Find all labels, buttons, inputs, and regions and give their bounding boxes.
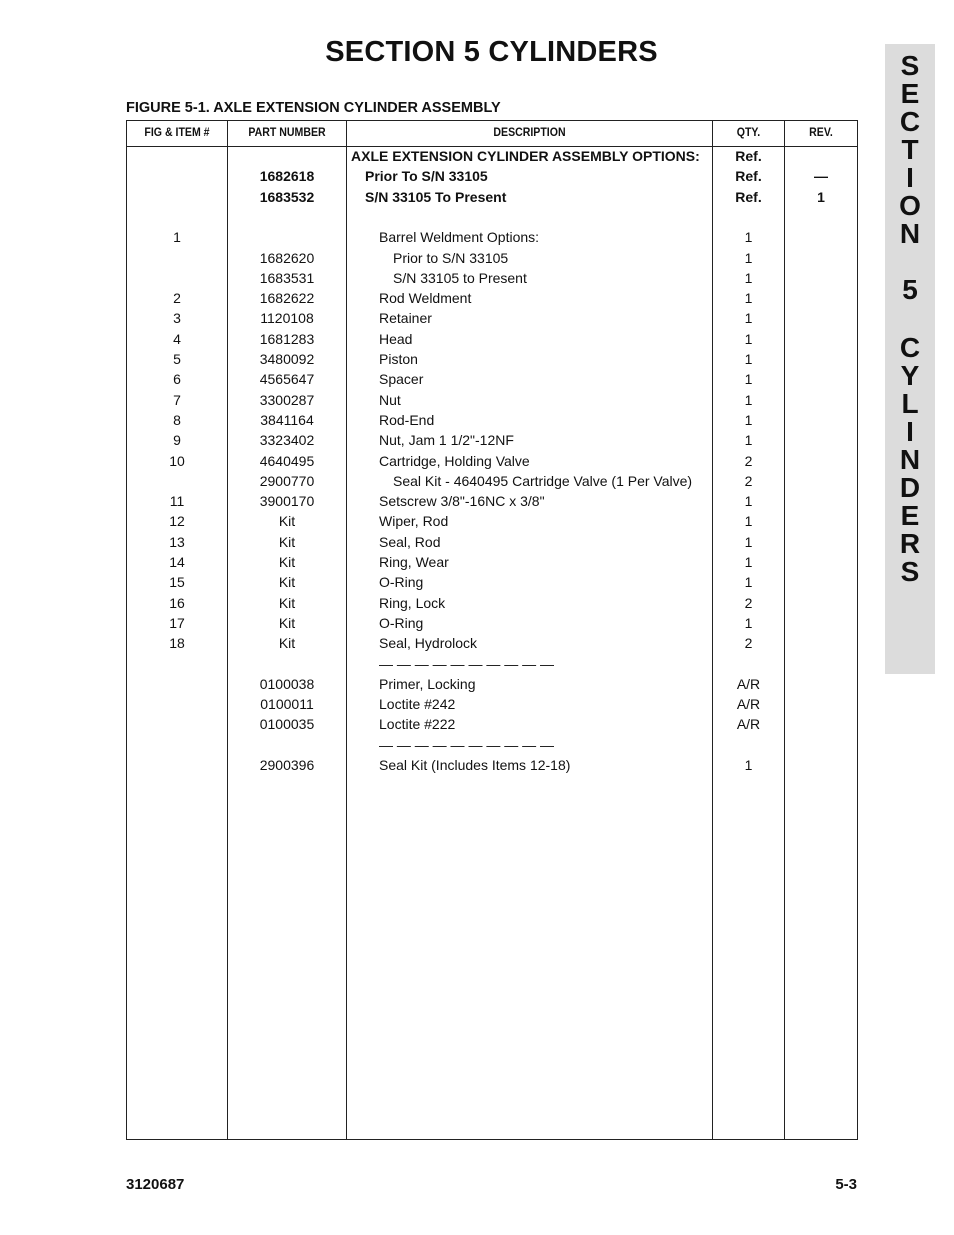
description-cell: — — — — — — — — — — [379, 736, 555, 753]
fig-item-cell: 17 [169, 614, 185, 631]
description-cell: Seal, Hydrolock [379, 635, 478, 652]
qty-cell: 1 [744, 391, 753, 408]
description-cell: Piston [379, 351, 418, 367]
fig-item-cell: 10 [169, 452, 185, 469]
fig-item-cell: 7 [173, 391, 181, 408]
page-number: 5-3 [835, 1176, 857, 1193]
table-row [127, 654, 857, 674]
description-cell: Nut, Jam 1 1/2"-12NF [379, 432, 514, 449]
table-row [127, 674, 857, 694]
description-cell: S/N 33105 to Present [393, 269, 527, 286]
qty-cell: Ref. [735, 188, 762, 205]
table-row [127, 593, 857, 613]
part-number-cell: Kit [278, 554, 296, 570]
side-tab-letter: I [906, 162, 914, 193]
description-cell: — — — — — — — — — — [379, 655, 555, 672]
description-cell: Setscrew 3/8"-16NC x 3/8" [379, 493, 545, 510]
fig-item-cell: 14 [169, 554, 185, 570]
description-cell: Ring, Wear [379, 554, 449, 570]
fig-item-cell: 6 [173, 371, 181, 388]
fig-item-cell: 8 [173, 411, 181, 428]
table-row [127, 329, 857, 349]
qty-cell: 1 [744, 411, 753, 428]
description-cell: Spacer [379, 371, 424, 388]
qty-cell: 1 [744, 229, 753, 246]
description-cell: O-Ring [379, 574, 424, 591]
table-row [127, 288, 857, 308]
qty-cell: Ref. [735, 148, 762, 164]
table-row [127, 207, 857, 227]
table-row [127, 572, 857, 592]
table-row [127, 552, 857, 572]
fig-item-cell: 5 [173, 351, 181, 367]
qty-cell: 1 [744, 290, 753, 307]
side-tab-letter: N [899, 444, 921, 475]
side-tab-letter: D [899, 472, 921, 503]
description-cell: Nut [379, 391, 401, 408]
description-cell: O-Ring [379, 614, 424, 631]
fig-item-cell: 18 [169, 635, 185, 652]
side-tab-letter: N [899, 218, 921, 249]
table-row [127, 248, 857, 268]
side-tab-letter: 5 [902, 274, 918, 305]
table-row [127, 146, 857, 166]
table-row [127, 491, 857, 511]
part-number-cell: 1120108 [260, 310, 314, 327]
table-row [127, 633, 857, 653]
part-number-cell: 3480092 [259, 351, 315, 367]
side-tab-letter: L [901, 388, 919, 419]
part-number-cell: 0100038 [259, 675, 315, 692]
description-cell: Barrel Weldment Options: [379, 229, 540, 246]
qty-cell: 2 [744, 472, 753, 489]
fig-item-cell: 4 [173, 330, 181, 347]
header-rev: REV. [809, 125, 833, 139]
table-row [127, 390, 857, 410]
side-tab-letter: E [900, 78, 920, 109]
rev-cell: 1 [817, 188, 825, 205]
description-cell: AXLE EXTENSION CYLINDER ASSEMBLY OPTIONS: [351, 148, 700, 164]
side-tab-letter: S [900, 556, 920, 587]
qty-cell: 1 [744, 269, 753, 286]
qty-cell: 1 [744, 614, 753, 631]
rev-cell: — [814, 168, 828, 185]
fig-item-cell: 1 [173, 229, 181, 246]
qty-cell: 1 [744, 330, 753, 347]
table-row [127, 532, 857, 552]
table-row [127, 471, 857, 491]
description-cell: Ring, Lock [379, 594, 446, 611]
description-cell: Cartridge, Holding Valve [379, 452, 530, 469]
part-number-cell: 2900396 [259, 757, 315, 773]
table-row [127, 369, 857, 389]
part-number-cell: 1682622 [259, 290, 315, 307]
part-number-cell: 3900170 [259, 493, 315, 510]
side-tab-letter: S [900, 50, 920, 81]
side-tab-letter: C [899, 332, 921, 363]
description-cell: Prior to S/N 33105 [393, 249, 509, 266]
part-number-cell: 3323402 [259, 432, 315, 449]
table-row [127, 166, 857, 186]
side-tab-letter: O [899, 190, 921, 221]
qty-cell: 1 [744, 493, 753, 510]
part-number-cell: 0100035 [259, 716, 315, 733]
fig-item-cell: 15 [169, 574, 185, 591]
table-row [127, 308, 857, 328]
qty-cell: 1 [744, 432, 753, 449]
part-number-cell: Kit [278, 513, 296, 530]
header-fig-item: FIG & ITEM # [144, 125, 210, 139]
qty-cell: 1 [744, 533, 753, 550]
section-side-tab [885, 44, 935, 674]
qty-cell: 2 [744, 635, 753, 652]
part-number-cell: Kit [278, 574, 296, 591]
side-tab-letter: C [899, 106, 921, 137]
part-number-cell: Kit [278, 594, 296, 611]
description-cell: Retainer [379, 310, 432, 327]
figure-title: FIGURE 5-1. AXLE EXTENSION CYLINDER ASSEMBLY [126, 100, 501, 116]
table-row [127, 410, 857, 430]
description-cell: Seal, Rod [379, 533, 441, 550]
document-number: 3120687 [126, 1176, 185, 1193]
description-cell: Rod Weldment [379, 290, 472, 307]
part-number-cell: 1683532 [259, 188, 315, 205]
side-tab-letter: E [900, 500, 920, 531]
table-row [127, 735, 857, 755]
side-tab-letter: T [901, 134, 919, 165]
qty-cell: A/R [736, 696, 761, 713]
description-cell: Prior To S/N 33105 [365, 168, 488, 185]
qty-cell: A/R [736, 716, 761, 733]
part-number-cell: 1681283 [259, 330, 315, 347]
part-number-cell: 2900770 [259, 472, 315, 489]
description-cell: Primer, Locking [379, 675, 476, 692]
description-cell: Seal Kit (Includes Items 12-18) [379, 757, 571, 773]
part-number-cell: 3300287 [259, 391, 315, 408]
side-tab-letter: I [906, 416, 914, 447]
table-row [127, 694, 857, 714]
part-number-cell: Kit [278, 533, 296, 550]
qty-cell: 1 [744, 574, 753, 591]
qty-cell: 1 [744, 351, 753, 367]
table-row [127, 451, 857, 471]
fig-item-cell: 3 [173, 310, 181, 327]
table-row [127, 349, 857, 369]
part-number-cell: 4640495 [259, 452, 315, 469]
table-row [127, 755, 857, 775]
header-qty: QTY. [736, 125, 761, 139]
qty-cell: 1 [744, 554, 753, 570]
description-cell: Loctite #242 [379, 696, 456, 713]
table-row [127, 613, 857, 633]
qty-cell: 1 [744, 757, 753, 773]
header-description: DESCRIPTION [493, 125, 566, 139]
qty-cell: 1 [744, 249, 753, 266]
table-row [127, 430, 857, 450]
qty-cell: 1 [744, 310, 753, 327]
qty-cell: Ref. [735, 168, 762, 185]
fig-item-cell: 13 [169, 533, 185, 550]
fig-item-cell: 12 [169, 513, 185, 530]
table-row [127, 227, 857, 247]
part-number-cell: Kit [278, 614, 296, 631]
header-part-number: PART NUMBER [248, 125, 326, 139]
qty-cell: 1 [744, 513, 753, 530]
table-row [127, 511, 857, 531]
table-row [127, 268, 857, 288]
part-number-cell: 1682620 [259, 249, 315, 266]
fig-item-cell: 11 [169, 493, 185, 510]
table-row [127, 714, 857, 734]
part-number-cell: Kit [278, 635, 296, 652]
description-cell: Loctite #222 [379, 716, 456, 733]
fig-item-cell: 9 [173, 432, 181, 449]
qty-cell: A/R [736, 675, 761, 692]
description-cell: Seal Kit - 4640495 Cartridge Valve (1 Per Valve) [393, 472, 693, 489]
description-cell: S/N 33105 To Present [365, 188, 507, 205]
parts-table [126, 120, 858, 1140]
qty-cell: 2 [744, 594, 753, 611]
fig-item-cell: 2 [173, 290, 181, 307]
side-tab-letter: Y [900, 360, 920, 391]
side-tab-letter: R [899, 528, 921, 559]
qty-cell: 2 [744, 452, 753, 469]
qty-cell: 1 [744, 371, 753, 388]
fig-item-cell: 16 [169, 594, 185, 611]
section-title: SECTION 5 CYLINDERS [325, 36, 658, 68]
part-number-cell: 1682618 [259, 168, 315, 185]
description-cell: Wiper, Rod [379, 513, 449, 530]
description-cell: Head [379, 330, 413, 347]
table-row [127, 187, 857, 207]
description-cell: Rod-End [379, 411, 435, 428]
part-number-cell: 1683531 [259, 269, 315, 286]
part-number-cell: 4565647 [259, 371, 315, 388]
part-number-cell: 0100011 [260, 696, 314, 713]
part-number-cell: 3841164 [260, 411, 314, 428]
